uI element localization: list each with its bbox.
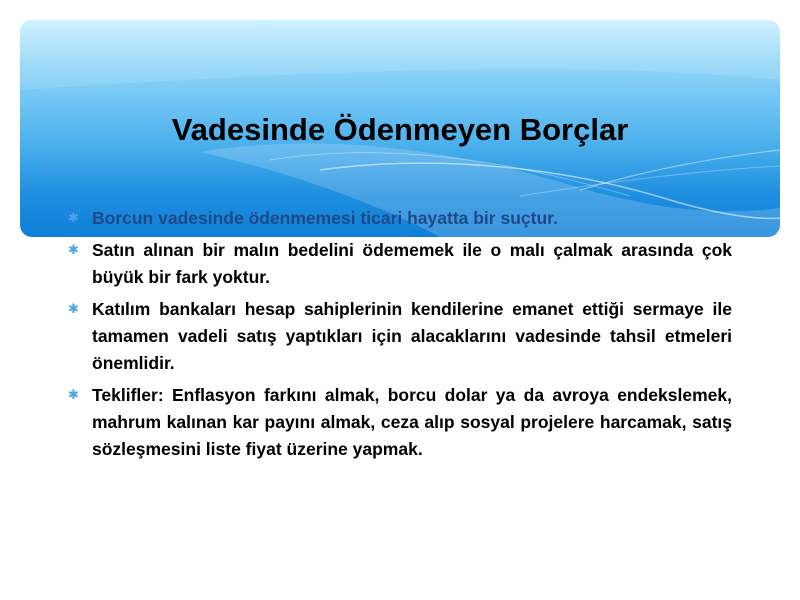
bullet-item [68,237,732,291]
bullet-item [68,382,732,463]
asterisk-bullet-icon: ✱ [68,211,79,226]
bullet-item [68,296,732,377]
asterisk-bullet-icon: ✱ [68,243,79,258]
bullet-text: Katılım bankaları hesap sahiplerinin kendilerine emanet ettiği sermaye ile tamamen vadeli satış yaptıkları için alacaklarını vadesinde tahsil etmeleri önemlidir. [92,299,732,373]
asterisk-bullet-icon: ✱ [68,388,79,403]
slide-title: Vadesinde Ödenmeyen Borçlar [171,112,629,147]
bullet-list [68,205,732,468]
asterisk-bullet-icon: ✱ [68,302,79,317]
bullet-text: Borcun vadesinde ödenmemesi ticari hayatta bir suçtur. [92,208,558,228]
bullet-text: Teklifler: Enflasyon farkını almak, borcu dolar ya da avroya endekslemek, mahrum kalınan kar payını almak, ceza alıp sosyal projelere harcamak, satış sözleşmesini liste fiyat üzerine yapmak. [92,385,732,459]
bullet-item [68,205,732,232]
bullet-text: Satın alınan bir malın bedelini ödememek ile o malı çalmak arasında çok büyük bir fark yoktur. [92,240,732,287]
